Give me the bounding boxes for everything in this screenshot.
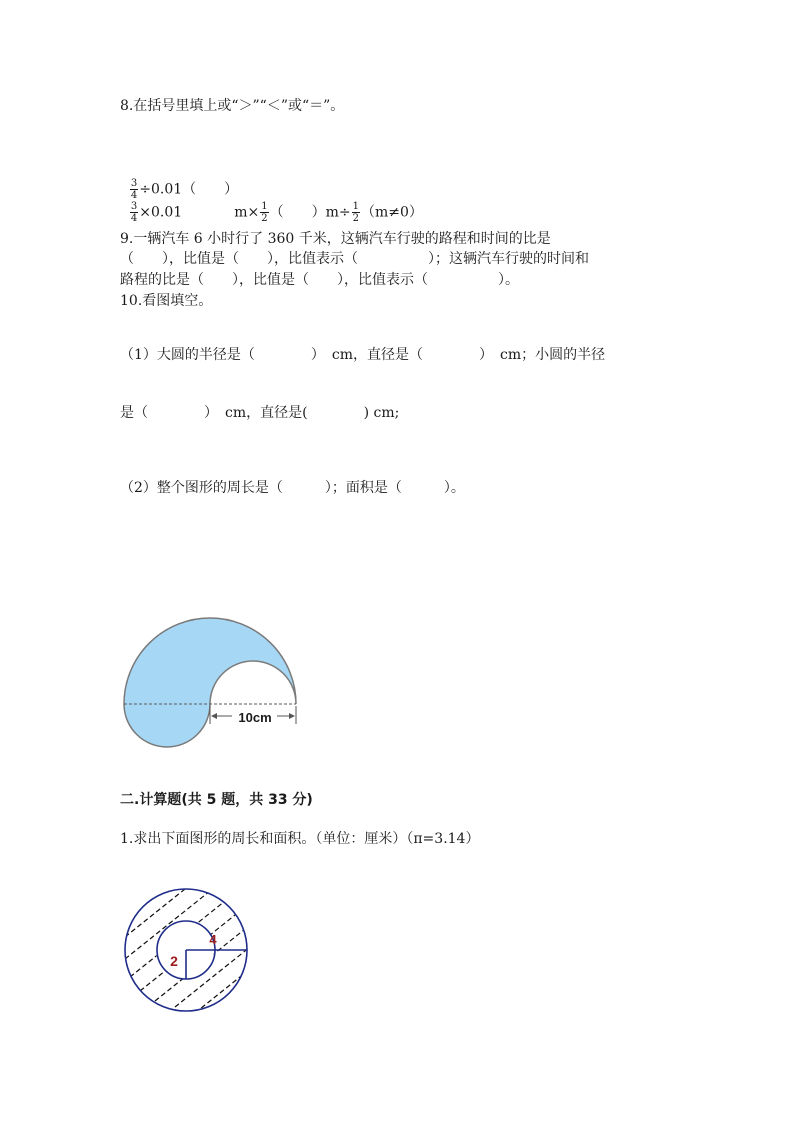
q8-expressions — [120, 158, 423, 224]
section2-title: 二.计算题(共 5 题，共 33 分) — [120, 792, 313, 808]
expr4-text: （m≠0） — [360, 204, 423, 221]
inner-radius-label: 2 — [170, 953, 178, 969]
expr3-text: m× — [234, 204, 260, 221]
expr1-text: ÷0.01（ ） — [139, 181, 239, 198]
figure-label-10cm: 10cm — [238, 710, 272, 725]
q10-part1-line1: （1）大圆的半径是（ ） cm，直径是（ ） cm；小圆的半径 — [120, 347, 606, 363]
fraction-3-4-b: $\frac{3}{4}$ — [130, 201, 138, 224]
arrow-left-icon — [211, 713, 217, 719]
crescent-figure — [115, 605, 315, 755]
annulus-figure — [118, 882, 254, 1018]
q9-line2: （ ），比值是（ ），比值表示（ ）；这辆汽车行驶的时间和 — [120, 251, 589, 267]
section2-q1: 1.求出下面图形的周长和面积。（单位：厘米）（π=3.14） — [120, 831, 480, 847]
fraction-1-2-b: $\frac{1}{2}$ — [352, 201, 359, 224]
q9-line3: 路程的比是（ ），比值是（ ），比值表示（ ）。 — [120, 272, 519, 288]
outer-radius-label: 4 — [209, 932, 217, 947]
expr3-rest: （ ）m÷ — [269, 204, 351, 221]
crescent-shape — [124, 618, 296, 747]
q8-title: 8.在括号里填上或“＞”“＜”或“＝”。 — [120, 98, 345, 114]
q10-title: 10.看图填空。 — [120, 293, 213, 309]
fraction-1-2-a: $\frac{1}{2}$ — [261, 201, 268, 224]
q9-line1: 9.一辆汽车 6 小时行了 360 千米，这辆汽车行驶的路程和时间的比是 — [120, 231, 551, 247]
arrow-right-icon — [289, 713, 295, 719]
expr2-text: ×0.01 — [139, 204, 183, 221]
fraction-3-4-a: $\frac{3}{4}$ — [130, 178, 138, 201]
q10-part1-line2: 是（ ） cm，直径是( ) cm; — [120, 405, 400, 421]
q10-part2: （2）整个图形的周长是（ ）；面积是（ ）。 — [120, 480, 465, 496]
